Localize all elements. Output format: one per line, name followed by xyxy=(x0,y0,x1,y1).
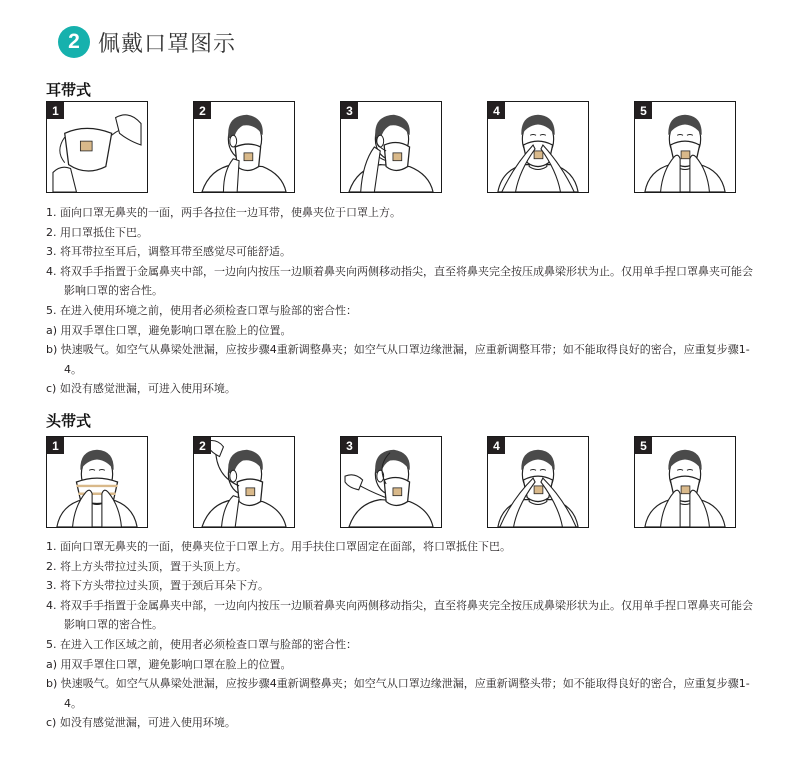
ear-step-2-illustration xyxy=(193,101,295,193)
step-text: c) 如没有感觉泄漏，可进入使用环境。 xyxy=(46,382,236,396)
panel-number: 1 xyxy=(47,437,64,454)
panel-number: 3 xyxy=(341,437,358,454)
step-text: 4. 将双手手指置于金属鼻夹中部，一边向内按压一边顺着鼻夹向两侧移动指尖，直至将鼻夹完全按压成鼻梁形状为止。仅用单手捏口罩鼻夹可能会影响口罩的密合性。 xyxy=(46,598,753,632)
step-text: 5. 在进入使用环境之前，使用者必须检查口罩与脸部的密合性： xyxy=(46,303,357,317)
head-step-4-illustration xyxy=(487,436,589,528)
section-header xyxy=(58,24,236,60)
step-text: c) 如没有感觉泄漏，可进入使用环境。 xyxy=(46,716,236,730)
head-step-5-illustration xyxy=(634,436,736,528)
ear-panels xyxy=(46,101,736,193)
step-text: a) 用双手罩住口罩，避免影响口罩在脸上的位置。 xyxy=(46,657,292,671)
ear-step-1-illustration xyxy=(46,101,148,193)
ear-steps-list xyxy=(46,203,756,399)
step-text: 5. 在进入工作区域之前，使用者必须检查口罩与脸部的密合性： xyxy=(46,637,357,651)
step-number-badge: 2 xyxy=(58,26,90,58)
head-steps-list xyxy=(46,537,756,733)
panel-number: 5 xyxy=(635,102,652,119)
step-text: 1. 面向口罩无鼻夹的一面，使鼻夹位于口罩上方。用手扶住口罩固定在面部，将口罩抵住下巴。 xyxy=(46,540,511,553)
panel-number: 5 xyxy=(635,437,652,454)
head-section-title: 头带式 xyxy=(46,412,92,430)
step-text: a) 用双手罩住口罩，避免影响口罩在脸上的位置。 xyxy=(46,323,292,337)
step-text: 1. 面向口罩无鼻夹的一面，两手各拉住一边耳带，使鼻夹位于口罩上方。 xyxy=(46,206,401,219)
panel-number: 2 xyxy=(194,437,211,454)
page-title: 佩戴口罩图示 xyxy=(98,31,237,57)
head-step-2-illustration xyxy=(193,436,295,528)
head-step-3-illustration xyxy=(340,436,442,528)
step-text: b) 快速吸气。如空气从鼻梁处泄漏，应按步骤4重新调整鼻夹；如空气从口罩边缘泄漏，应重新调整耳带；如不能取得良好的密合，应重复步骤1-4。 xyxy=(46,343,750,376)
ear-step-4-illustration xyxy=(487,101,589,193)
step-text: 2. 将上方头带拉过头顶，置于头顶上方。 xyxy=(46,559,247,573)
head-panels xyxy=(46,436,736,528)
step-text: 3. 将下方头带拉过头顶，置于颈后耳朵下方。 xyxy=(46,579,269,593)
panel-number: 4 xyxy=(488,437,505,454)
head-step-1-illustration xyxy=(46,436,148,528)
ear-section-title: 耳带式 xyxy=(46,81,92,99)
step-text: 4. 将双手手指置于金属鼻夹中部，一边向内按压一边顺着鼻夹向两侧移动指尖，直至将鼻夹完全按压成鼻梁形状为止。仅用单手捏口罩鼻夹可能会影响口罩的密合性。 xyxy=(46,264,753,298)
panel-number: 4 xyxy=(488,102,505,119)
ear-step-3-illustration xyxy=(340,101,442,193)
step-text: 2. 用口罩抵住下巴。 xyxy=(46,225,148,239)
step-text: 3. 将耳带拉至耳后，调整耳带至感觉尽可能舒适。 xyxy=(46,245,291,259)
ear-step-5-illustration xyxy=(634,101,736,193)
panel-number: 1 xyxy=(47,102,64,119)
step-text: b) 快速吸气。如空气从鼻梁处泄漏，应按步骤4重新调整鼻夹；如空气从口罩边缘泄漏，应重新调整头带；如不能取得良好的密合，应重复步骤1-4。 xyxy=(46,677,750,710)
panel-number: 2 xyxy=(194,102,211,119)
panel-number: 3 xyxy=(341,102,358,119)
